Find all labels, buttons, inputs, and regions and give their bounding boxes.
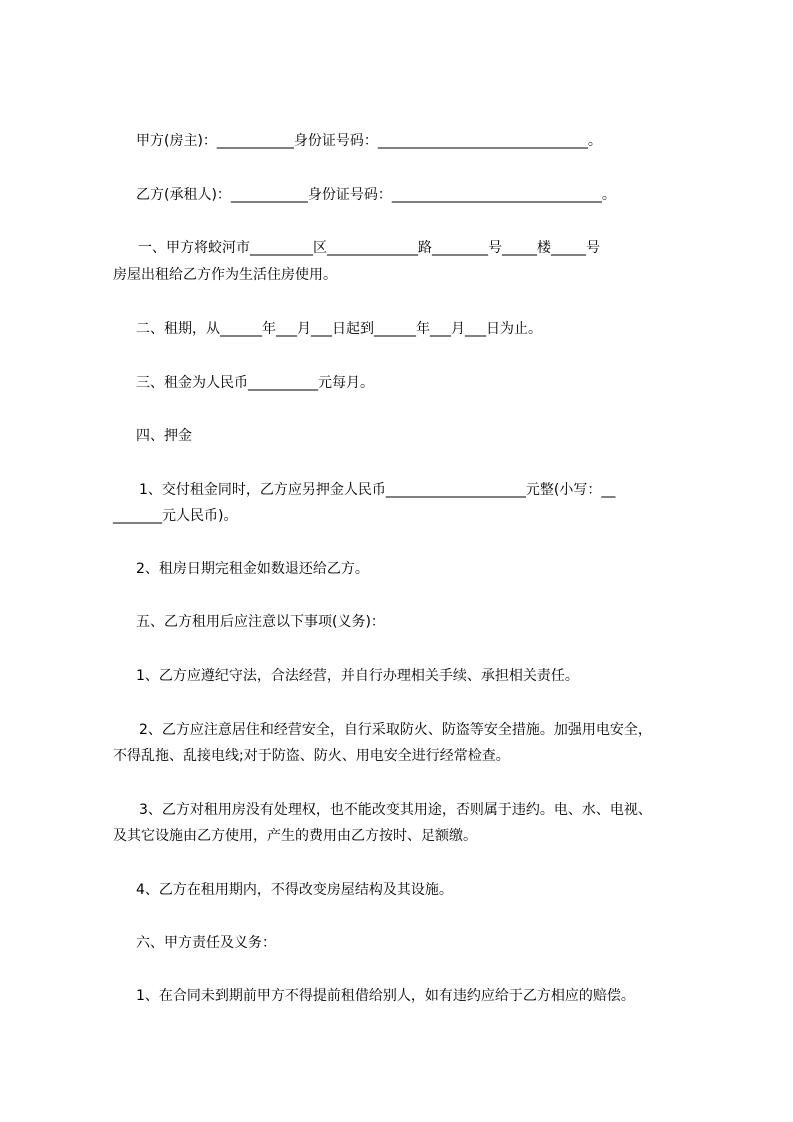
clause-5-2-line-1: 2、乙方应注意居住和经营安全，自行采取防火、防盗等安全措施。加强用电安全， — [139, 722, 652, 738]
clause-2: 二、租期，从______年___月___日起到______年___月___日为止。 — [136, 321, 542, 337]
clause-1-line-2: 房屋出租给乙方作为生活住房使用。 — [113, 267, 337, 283]
clause-5-4: 4、乙方在租用期内，不得改变房屋结构及其设施。 — [136, 882, 453, 898]
clause-5-2-line-2: 不得乱拖、乱接电线;对于防盗、防火、用电安全进行经常检查。 — [113, 748, 510, 764]
clause-5-3-line-2: 及其它设施由乙方使用，产生的费用由乙方按时、足额缴。 — [113, 828, 477, 844]
party-b-line: 乙方(承租人)：___________身份证号码：______________________________。 — [136, 187, 616, 203]
clause-1-line-1: 一、甲方将蛟河市_________区_____________路________号_____楼_____号 — [138, 240, 600, 256]
party-a-line: 甲方(房主)：___________身份证号码：______________________________。 — [136, 133, 602, 149]
clause-5-3-line-1: 3、乙方对租用房没有处理权，也不能改变其用途，否则属于违约。电、水、电视、 — [139, 802, 652, 818]
clause-6-heading: 六、甲方责任及义务： — [136, 935, 276, 951]
clause-4-1-line-1: 1、交付租金同时，乙方应另押金人民币____________________元整(小写：__ — [139, 482, 616, 498]
clause-5-1: 1、乙方应遵纪守法，合法经营，并自行办理相关手续、承担相关责任。 — [136, 668, 579, 684]
clause-4-heading: 四、押金 — [136, 428, 192, 444]
clause-5-heading: 五、乙方租用后应注意以下事项(义务)： — [136, 614, 385, 630]
clause-3: 三、租金为人民币__________元每月。 — [136, 375, 374, 391]
clause-4-1-line-2: _______元人民币)。 — [113, 508, 238, 524]
clause-6-1: 1、在合同未到期前甲方不得提前租借给别人，如有违约应给于乙方相应的赔偿。 — [136, 988, 635, 1004]
clause-4-2: 2、租房日期完租金如数退还给乙方。 — [136, 561, 369, 577]
